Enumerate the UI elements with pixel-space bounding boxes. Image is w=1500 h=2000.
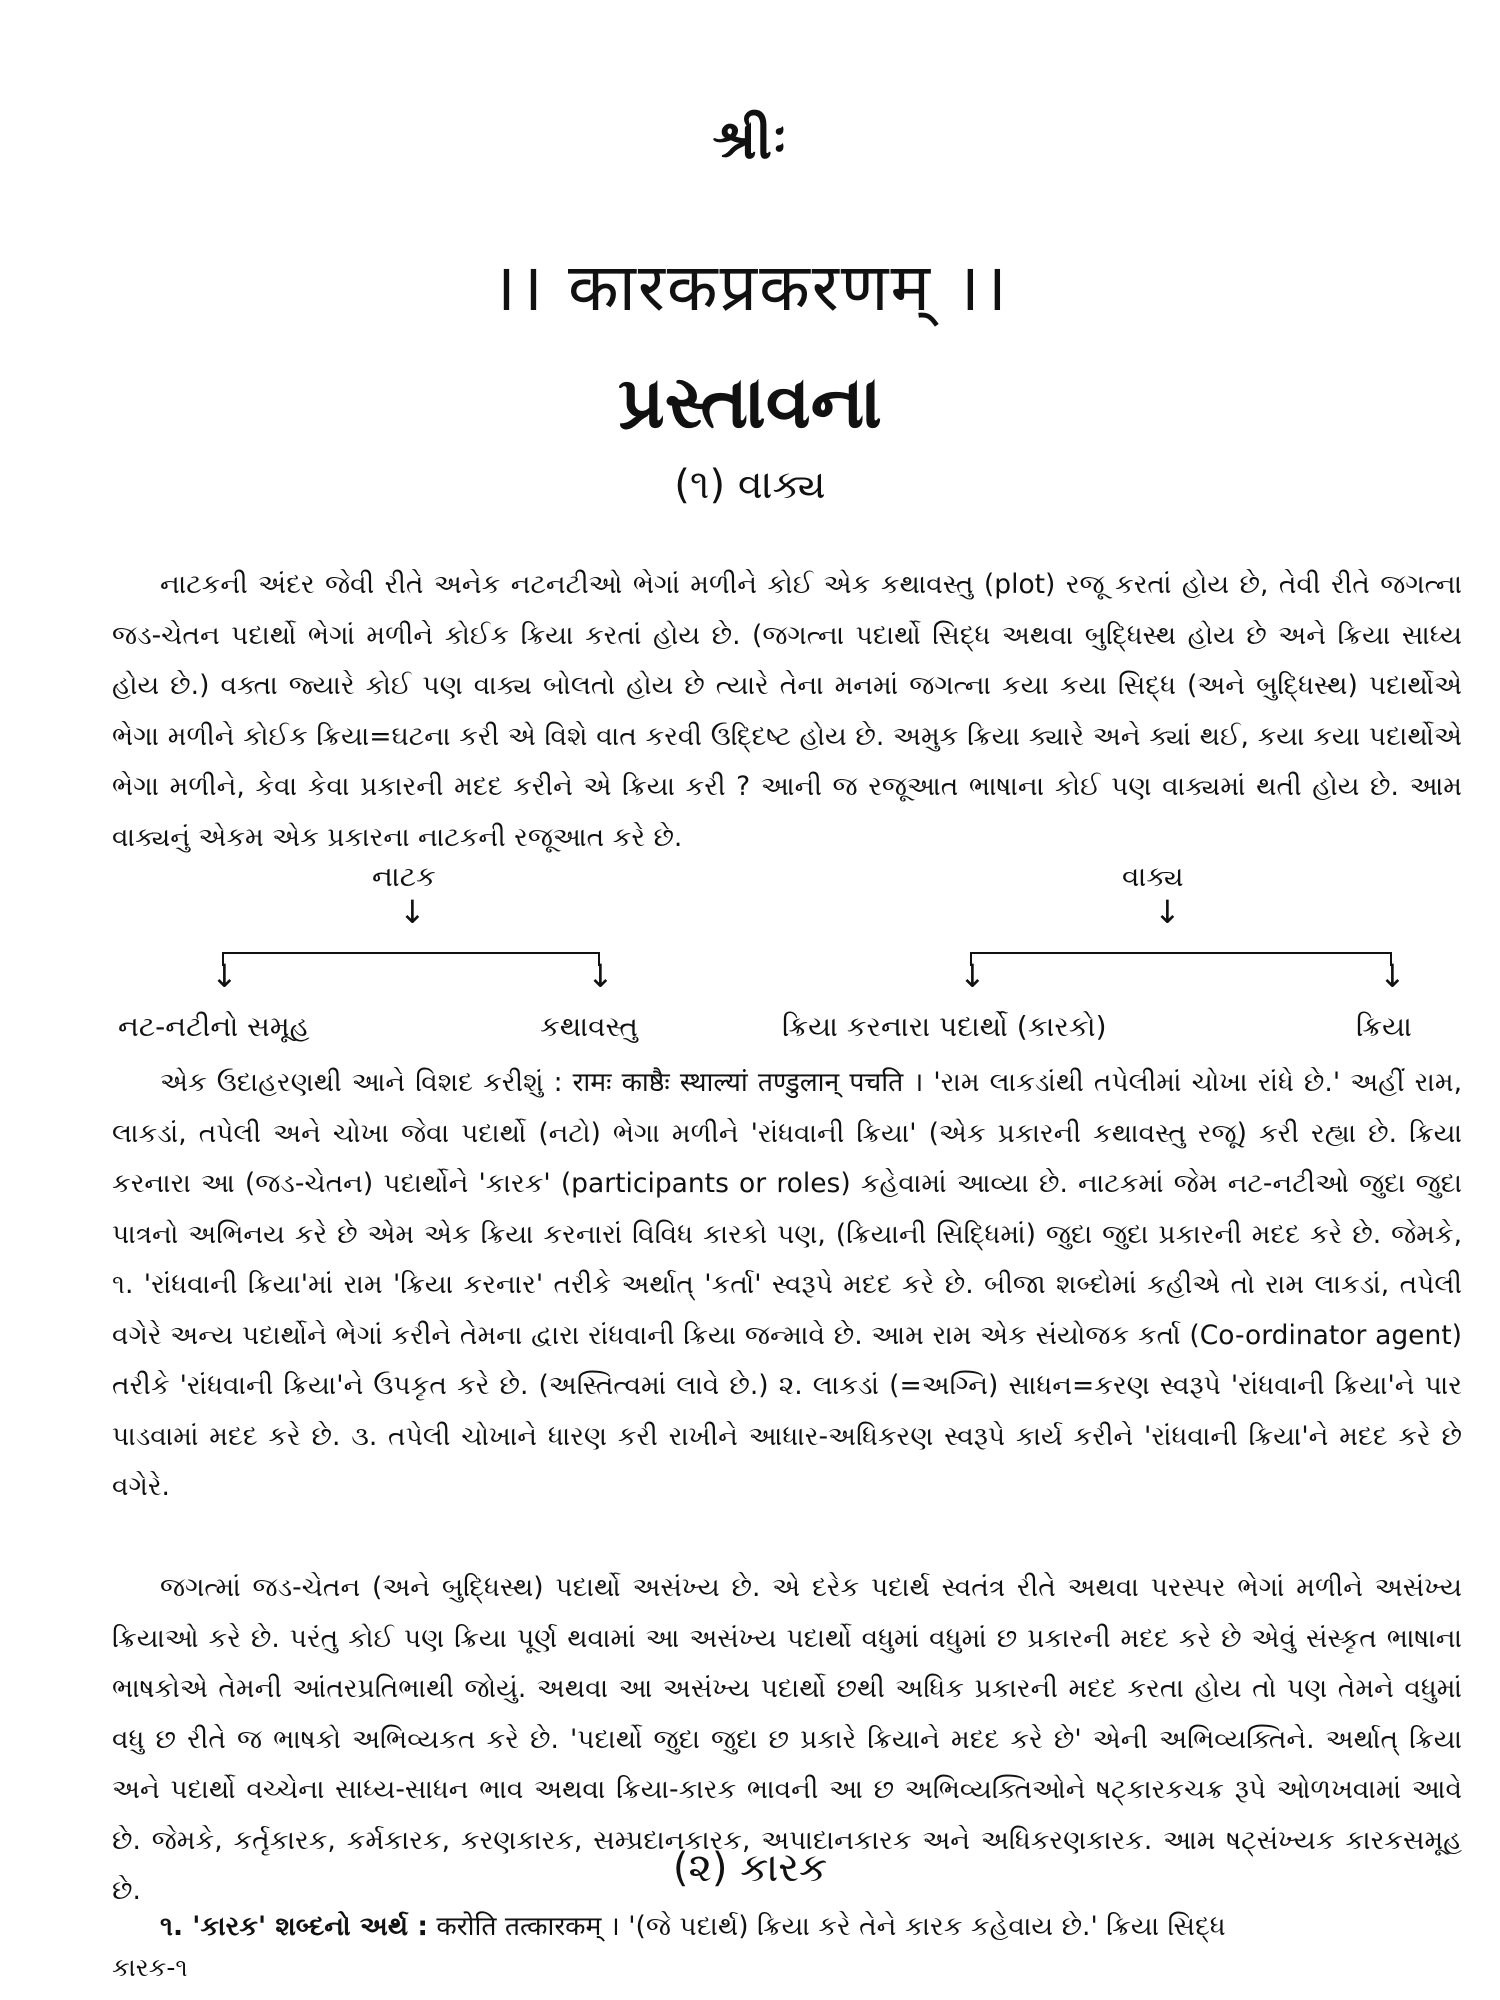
term-heading: ૧. 'કારક' શબ્દનો અર્થ : [160, 1911, 428, 1942]
page-title: ।। कारकप्रकरणम् ।। [491, 249, 1009, 326]
arrow-down-icon: ↓ [959, 957, 986, 995]
subsection-heading-vakya: (૧) વાક્ય [674, 462, 826, 508]
page-footer: કારક-૧ [112, 1953, 188, 1982]
diagram-label-karko: ક્રિયા કરનારા પદાર્થો (કારકો) [782, 1010, 1107, 1043]
paragraph-3: જગત્માં જડ-ચેતન (અને બુદ્ધિસ્થ) પદાર્થો અસંખ્ય છે. એ દરેક પદાર્થ સ્વતંત્ર રીતે અથવા પરસ્પર ભેગાં મળીને અસંખ્ય ક્રિયાઓ કરે છે. પરંતુ કોઈ પણ ક્રિયા પૂર્ણ થવામાં આ અસંખ્ય પદાર્થો વધુમાં વધુમાં છ પ્રકારની મદદ કરે છે એવું સંસ્કૃત ભાષાના ભાષકોએ તેમની આંતરપ્રતિભાથી જોયું. અથવા આ અસંખ્ય પદાર્થો છથી અધિક પ્રકારની મદદ કરતા હોય તો પણ તેમને વધુમાં વધુ છ રીતે જ ભાષકો અભિવ્યકત કરે છે. 'પદાર્થો જુદા જુદા છ પ્રકારે ક્રિયાને મદદ કરે છે' એની અભિવ્યક્તિને. અર્થાત્ ક્રિયા અને પદાર્થો વચ્ચેના સાધ્ય-સાધન ભાવ અથવા ક્રિયા-કારક ભાવની આ છ અભિવ્યક્તિઓને ષટ્કારકચક્ર રૂપે ઓળખવામાં આવે છે. જેમકે, કર્તૃકારક, કર્મકારક, કરણકારક, સમ્પ્રદાનકારક, અપાદાનકારક અને અધિકરણકારક. આમ ષટ્સંખ્યક કારકસમૂહ છે. [112, 1572, 1462, 1906]
shri-heading: શ્રીઃ [712, 108, 788, 171]
paragraph-2: એક ઉદાહરણથી આને વિશદ કરીશું : रामः काष्ठैः स्थाल्यां तण्डुलान् पचति । 'રામ લાકડાંથી તપેલીમાં ચોખા રાંધે છે.' અહીં રામ, લાકડાં, તપેલી અને ચોખા જેવા પદાર્થો (નટો) ભેગા મળીને 'રાંધવાની ક્રિયા' (એક પ્રકારની કથાવસ્તુ રજૂ) કરી રહ્યા છે. ક્રિયા કરનારા આ (જડ-ચેતન) પદાર્થોને 'કારક' (participants or roles) કહેવામાં આવ્યા છે. નાટકમાં જેમ નટ-નટીઓ જુદા જુદા પાત્રનો અભિનય કરે છે એમ એક ક્રિયા કરનારાં વિવિધ કારકો પણ, (ક્રિયાની સિદ્ધિમાં) જુદા જુદા પ્રકારની મદદ કરે છે. જેમકે, ૧. 'રાંધવાની ક્રિયા'માં રામ 'ક્રિયા કરનાર' તરીકે અર્થાત્ 'કર્તા' સ્વરૂપે મદદ કરે છે. બીજા શબ્દોમાં કહીએ તો રામ લાકડાં, તપેલી વગેરે અન્ય પદાર્થોને ભેગાં કરીને તેમના દ્વારા રાંધવાની ક્રિયા જન્માવે છે. આમ રામ એક સંયોજક કર્તા (Co-ordinator agent) તરીકે 'રાંધવાની ક્રિયા'ને ઉપકૃત કરે છે. (અસ્તિત્વમાં લાવે છે.) ૨. લાકડાં (=અગ્નિ) સાધન=કરણ સ્વરૂપે 'રાંધવાની ક્રિયા'ને પાર પાડવામાં મદદ કરે છે. ૩. તપેલી ચોખાને ધારણ કરી રાખીને આધાર-અધિકરણ સ્વરૂપે કાર્ય કરીને 'રાંધવાની ક્રિયા'ને મદદ કરે છે વગેરે. [112, 1067, 1462, 1502]
diagram-branch-line [970, 952, 1392, 954]
diagram-label-natak: નાટક [372, 860, 436, 893]
natak-vakya-diagram [0, 860, 1500, 1050]
diagram-label-nat-samuh: નટ-નટીનો સમૂહ [118, 1010, 310, 1043]
diagram-label-kathavastu: કથાવસ્તુ [540, 1010, 638, 1043]
diagram-label-kriya: ક્રિયા [1356, 1010, 1412, 1043]
subsection-heading-karak: (૨) કારક [672, 1845, 828, 1891]
diagram-branch-line [222, 952, 600, 954]
paragraph-4 [112, 1905, 1462, 1949]
arrow-down-icon: ↓ [1379, 957, 1406, 995]
paragraph-1: નાટકની અંદર જેવી રીતે અનેક નટનટીઓ ભેગાં મળીને કોઈ એક કથાવસ્તુ (plot) રજૂ કરતાં હોય છે, તેવી રીતે જગત્ના જડ-ચેતન પદાર્થો ભેગાં મળીને કોઈક ક્રિયા કરતાં હોય છે. (જગત્ના પદાર્થો સિદ્ધ અથવા બુદ્ધિસ્થ હોય છે અને ક્રિયા સાધ્ય હોય છે.) વક્તા જ્યારે કોઈ પણ વાક્ય બોલતો હોય છે ત્યારે તેના મનમાં જગત્ના કયા કયા સિદ્ધ (અને બુદ્ધિસ્થ) પદાર્થોએ ભેગા મળીને કોઈક ક્રિયા=ઘટના કરી એ વિશે વાત કરવી ઉદ્દિષ્ટ હોય છે. અમુક ક્રિયા ક્યારે અને ક્યાં થઈ, કયા કયા પદાર્થોએ ભેગા મળીને, કેવા કેવા પ્રકારની મદદ કરીને એ ક્રિયા કરી ? આની જ રજૂઆત ભાષાના કોઈ પણ વાક્યમાં થતી હોય છે. આમ વાક્યનું એકમ એક પ્રકારના નાટકની રજૂઆત કરે છે. [112, 569, 1462, 853]
arrow-down-icon: ↓ [211, 957, 238, 995]
section-heading-prastavana: પ્રસ્તાવના [618, 360, 882, 444]
diagram-label-vakya: વાક્ય [1122, 860, 1184, 893]
paragraph-4-text: करोति तत्कारकम् । '(જે પદાર્થ) ક્રિયા કરે તેને કારક કહેવાય છે.' ક્રિયા સિદ્ધ [436, 1911, 1226, 1942]
arrow-down-icon: ↓ [1154, 893, 1181, 931]
arrow-down-icon: ↓ [399, 893, 426, 931]
arrow-down-icon: ↓ [587, 957, 614, 995]
